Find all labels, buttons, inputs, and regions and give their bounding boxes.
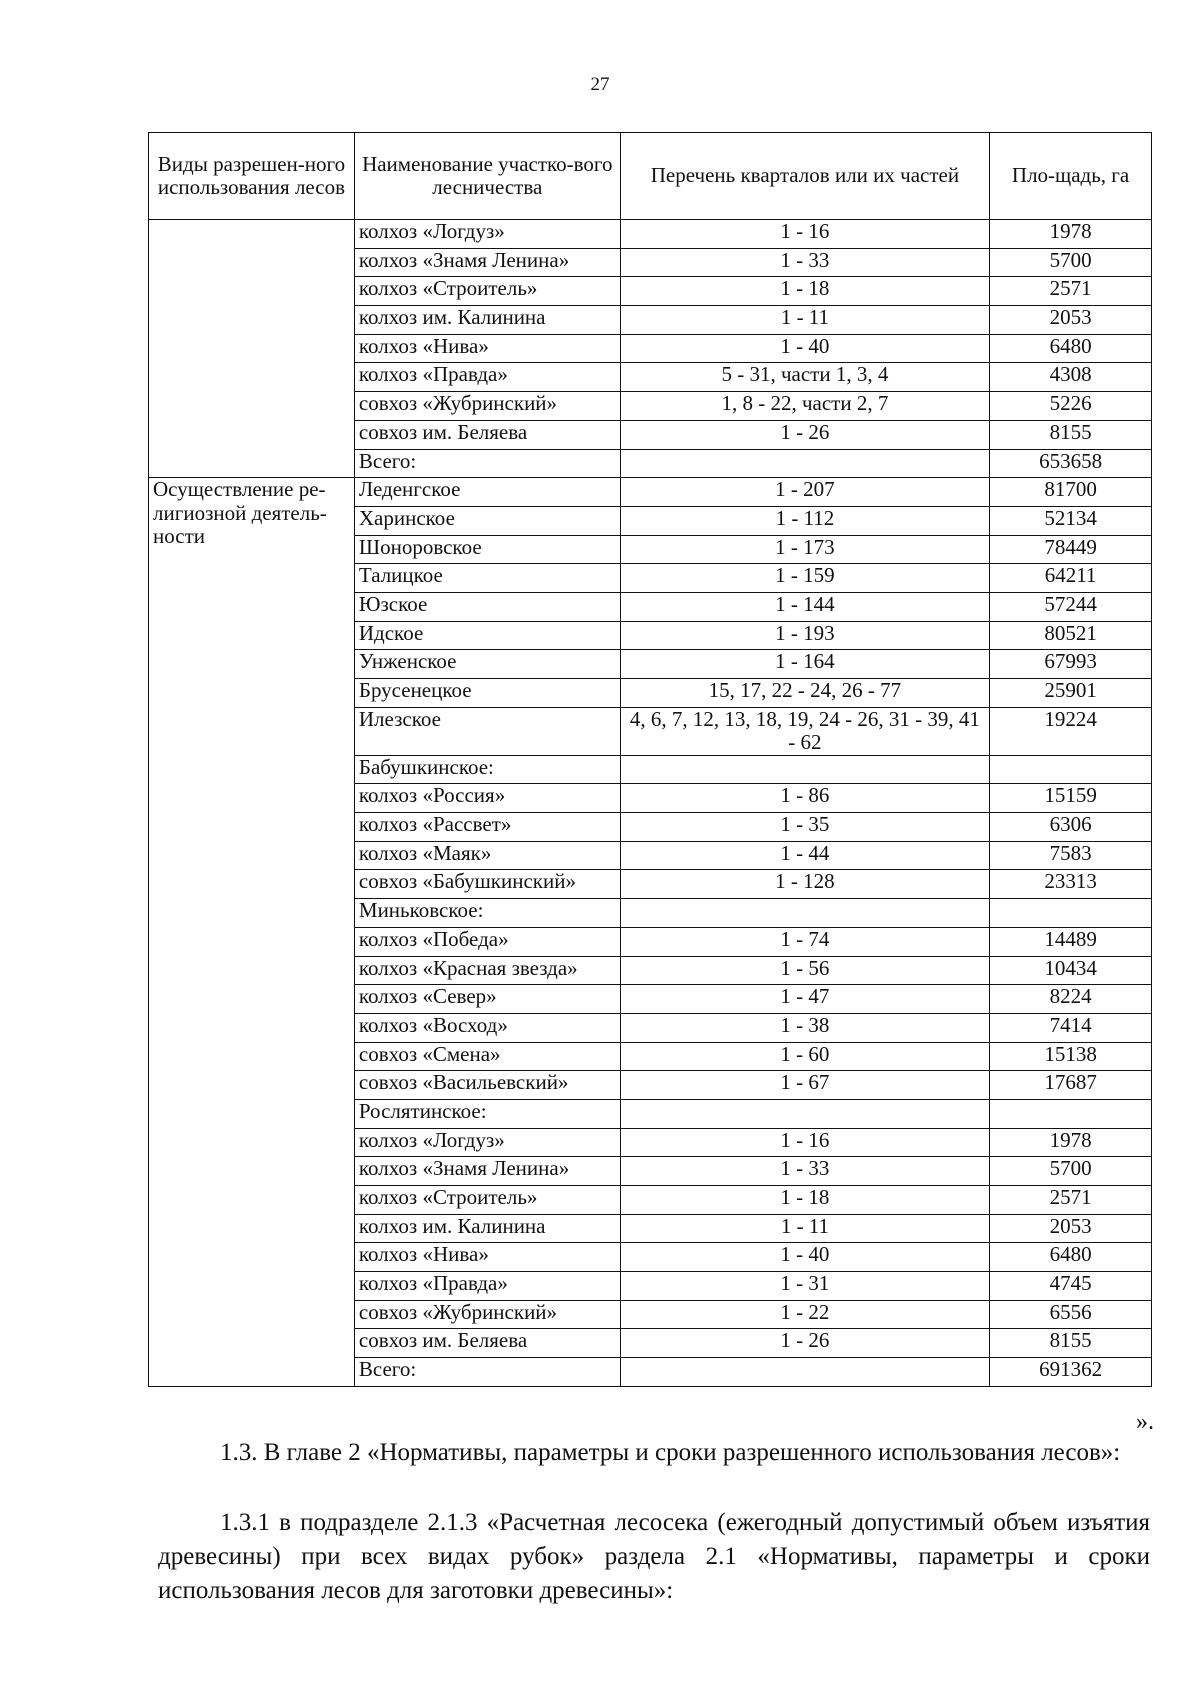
table-body (149, 220, 1152, 1387)
quarters-cell: 1 - 44 (620, 841, 989, 870)
area-cell: 5700 (990, 1157, 1152, 1186)
area-cell: 2571 (990, 1186, 1152, 1215)
header-quarters: Перечень кварталов или их частей (620, 133, 989, 220)
forestry-name-cell: Миньковское: (354, 899, 620, 928)
forestry-name-cell: Брусенецкое (354, 679, 620, 708)
area-cell: 78449 (990, 535, 1152, 564)
area-cell (990, 899, 1152, 928)
forestry-name-cell: колхоз «Красная звезда» (354, 956, 620, 985)
quarters-cell: 1 - 40 (620, 334, 989, 363)
quarters-cell (620, 1358, 989, 1387)
area-cell: 15138 (990, 1042, 1152, 1071)
forestry-name-cell: колхоз им. Калинина (354, 306, 620, 335)
area-cell: 4745 (990, 1272, 1152, 1301)
forestry-name-cell: совхоз «Васильевский» (354, 1071, 620, 1100)
forestry-name-cell: совхоз «Жубринский» (354, 392, 620, 421)
area-cell: 1978 (990, 1128, 1152, 1157)
area-cell: 64211 (990, 564, 1152, 593)
quarters-cell: 1, 8 - 22, части 2, 7 (620, 392, 989, 421)
quarters-cell: 1 - 11 (620, 306, 989, 335)
area-cell: 23313 (990, 870, 1152, 899)
header-forestry-name: Наименование участко-вого лесничества (354, 133, 620, 220)
paragraph-1-3-1-text: 1.3.1 в подразделе 2.1.3 «Расчетная лесосека (ежегодный допустимый объем изъятия древесины) при всех видах рубок» раздела 2.1 «Нормативы, параметры и сроки использования лесов для заготовки древесины»: (158, 1509, 1150, 1604)
quarters-cell: 1 - 193 (620, 621, 989, 650)
forestry-name-cell: Юзское (354, 592, 620, 621)
forestry-name-cell: колхоз им. Калинина (354, 1214, 620, 1243)
quarters-cell: 1 - 33 (620, 1157, 989, 1186)
forestry-name-cell: колхоз «Восход» (354, 1013, 620, 1042)
area-cell: 19224 (990, 707, 1152, 755)
quarters-cell: 1 - 18 (620, 1186, 989, 1215)
area-cell: 6480 (990, 334, 1152, 363)
forestry-name-cell: совхоз им. Беляева (354, 1329, 620, 1358)
area-cell: 52134 (990, 506, 1152, 535)
quarters-cell: 1 - 31 (620, 1272, 989, 1301)
forestry-name-cell: Илезское (354, 707, 620, 755)
area-cell: 67993 (990, 650, 1152, 679)
quarters-cell (620, 1099, 989, 1128)
use-type-cell: Осуществление ре-лигиозной деятель-ности (149, 478, 355, 1387)
area-cell: 2053 (990, 1214, 1152, 1243)
quarters-cell: 1 - 60 (620, 1042, 989, 1071)
table-row (149, 478, 1152, 507)
quarters-cell: 1 - 159 (620, 564, 989, 593)
forestry-name-cell: Рослятинское: (354, 1099, 620, 1128)
forest-use-table (148, 132, 1152, 1387)
forestry-name-cell: Идское (354, 621, 620, 650)
forestry-name-cell: колхоз «Север» (354, 985, 620, 1014)
forestry-name-cell: колхоз «Нива» (354, 1243, 620, 1272)
quarters-cell: 1 - 47 (620, 985, 989, 1014)
quarters-cell: 1 - 207 (620, 478, 989, 507)
closing-quote-mark: ». (1136, 1409, 1154, 1435)
quarters-cell: 1 - 35 (620, 813, 989, 842)
forestry-name-cell: колхоз «Россия» (354, 784, 620, 813)
quarters-cell: 1 - 38 (620, 1013, 989, 1042)
quarters-cell: 1 - 74 (620, 927, 989, 956)
area-cell: 5226 (990, 392, 1152, 421)
forestry-name-cell: колхоз «Рассвет» (354, 813, 620, 842)
quarters-cell: 1 - 16 (620, 220, 989, 249)
forestry-name-cell: Шоноровское (354, 535, 620, 564)
forestry-name-cell: колхоз «Логдуз» (354, 220, 620, 249)
quarters-cell: 15, 17, 22 - 24, 26 - 77 (620, 679, 989, 708)
area-cell: 4308 (990, 363, 1152, 392)
area-cell: 8155 (990, 420, 1152, 449)
quarters-cell: 1 - 11 (620, 1214, 989, 1243)
forestry-name-cell: колхоз «Правда» (354, 363, 620, 392)
forestry-name-cell: колхоз «Строитель» (354, 1186, 620, 1215)
forestry-name-cell: совхоз им. Беляева (354, 420, 620, 449)
area-cell: 17687 (990, 1071, 1152, 1100)
area-cell: 5700 (990, 248, 1152, 277)
area-cell: 653658 (990, 449, 1152, 478)
forestry-name-cell: Унженское (354, 650, 620, 679)
quarters-cell: 4, 6, 7, 12, 13, 18, 19, 24 - 26, 31 - 39, 41 - 62 (620, 707, 989, 755)
table-header-row (149, 133, 1152, 220)
area-cell (990, 755, 1152, 784)
area-cell: 7414 (990, 1013, 1152, 1042)
quarters-cell: 1 - 22 (620, 1300, 989, 1329)
area-cell: 57244 (990, 592, 1152, 621)
forestry-name-cell: колхоз «Логдуз» (354, 1128, 620, 1157)
area-cell: 8224 (990, 985, 1152, 1014)
area-cell: 8155 (990, 1329, 1152, 1358)
quarters-cell (620, 899, 989, 928)
area-cell: 80521 (990, 621, 1152, 650)
forestry-name-cell: Всего: (354, 1358, 620, 1387)
quarters-cell: 1 - 173 (620, 535, 989, 564)
forestry-name-cell: колхоз «Знамя Ленина» (354, 1157, 620, 1186)
forestry-name-cell: совхоз «Жубринский» (354, 1300, 620, 1329)
quarters-cell: 1 - 56 (620, 956, 989, 985)
area-cell: 2053 (990, 306, 1152, 335)
quarters-cell (620, 449, 989, 478)
quarters-cell: 1 - 164 (620, 650, 989, 679)
area-cell: 81700 (990, 478, 1152, 507)
forestry-name-cell: Леденгское (354, 478, 620, 507)
quarters-cell: 1 - 144 (620, 592, 989, 621)
quarters-cell: 1 - 16 (620, 1128, 989, 1157)
quarters-cell: 1 - 26 (620, 1329, 989, 1358)
area-cell: 6480 (990, 1243, 1152, 1272)
quarters-cell: 1 - 40 (620, 1243, 989, 1272)
area-cell: 691362 (990, 1358, 1152, 1387)
area-cell: 14489 (990, 927, 1152, 956)
area-cell: 15159 (990, 784, 1152, 813)
forestry-name-cell: колхоз «Строитель» (354, 277, 620, 306)
forestry-name-cell: колхоз «Победа» (354, 927, 620, 956)
forestry-name-cell: Всего: (354, 449, 620, 478)
area-cell: 1978 (990, 220, 1152, 249)
quarters-cell: 1 - 128 (620, 870, 989, 899)
forestry-name-cell: колхоз «Нива» (354, 334, 620, 363)
paragraph-1-3-1 (158, 1506, 1150, 1608)
quarters-cell: 1 - 33 (620, 248, 989, 277)
forestry-name-cell: совхоз «Бабушкинский» (354, 870, 620, 899)
quarters-cell: 1 - 86 (620, 784, 989, 813)
area-cell: 25901 (990, 679, 1152, 708)
area-cell (990, 1099, 1152, 1128)
quarters-cell: 5 - 31, части 1, 3, 4 (620, 363, 989, 392)
area-cell: 6556 (990, 1300, 1152, 1329)
page-number: 27 (590, 74, 610, 95)
paragraph-1-3-text: 1.3. В главе 2 «Нормативы, параметры и сроки разрешенного использования лесов»: (220, 1439, 1121, 1466)
forestry-name-cell: колхоз «Знамя Ленина» (354, 248, 620, 277)
paragraph-1-3 (158, 1436, 1150, 1470)
forestry-name-cell: Бабушкинское: (354, 755, 620, 784)
forestry-name-cell: колхоз «Маяк» (354, 841, 620, 870)
quarters-cell: 1 - 26 (620, 420, 989, 449)
quarters-cell: 1 - 18 (620, 277, 989, 306)
use-type-cell (149, 220, 355, 478)
area-cell: 6306 (990, 813, 1152, 842)
area-cell: 10434 (990, 956, 1152, 985)
quarters-cell (620, 755, 989, 784)
forestry-name-cell: Харинское (354, 506, 620, 535)
forestry-name-cell: Талицкое (354, 564, 620, 593)
header-area: Пло-щадь, га (990, 133, 1152, 220)
area-cell: 7583 (990, 841, 1152, 870)
forestry-name-cell: колхоз «Правда» (354, 1272, 620, 1301)
header-use-type: Виды разрешен-ного использования лесов (149, 133, 355, 220)
area-cell: 2571 (990, 277, 1152, 306)
forestry-name-cell: совхоз «Смена» (354, 1042, 620, 1071)
quarters-cell: 1 - 67 (620, 1071, 989, 1100)
quarters-cell: 1 - 112 (620, 506, 989, 535)
table-row (149, 220, 1152, 249)
